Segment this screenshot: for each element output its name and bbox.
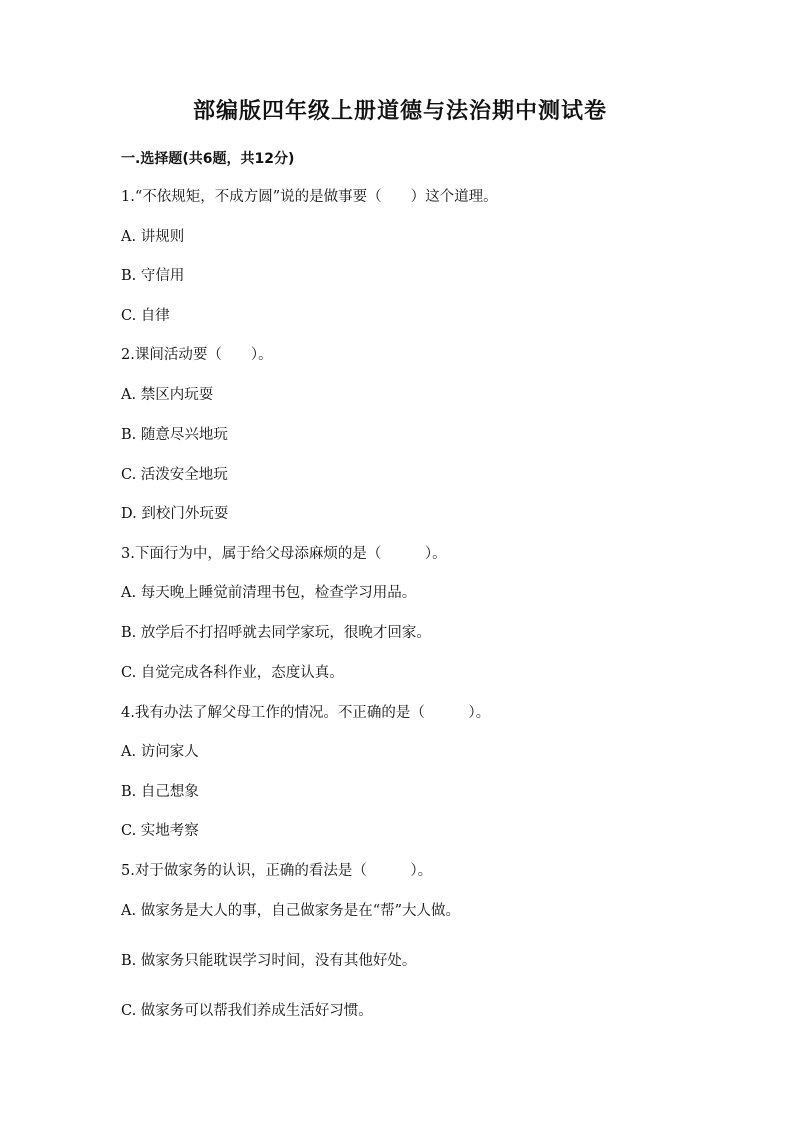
- question-4-option-b: B. 自己想象: [121, 784, 199, 800]
- section-heading: 一.选择题(共6题，共12分): [121, 151, 295, 167]
- question-2-option-b: B. 随意尽兴地玩: [121, 427, 228, 443]
- question-5-stem: 5.对于做家务的认识，正确的看法是（ ）。: [121, 863, 433, 879]
- question-3-option-a: A. 每天晚上睡觉前清理书包，检查学习用品。: [121, 585, 417, 601]
- question-4-option-a: A. 访问家人: [121, 744, 199, 760]
- question-4-option-c: C. 实地考察: [121, 823, 199, 839]
- question-3-stem: 3.下面行为中，属于给父母添麻烦的是（ ）。: [121, 546, 447, 562]
- question-3-option-c: C. 自觉完成各科作业，态度认真。: [121, 665, 344, 681]
- question-5-option-a: A. 做家务是大人的事，自己做家务是在“帮”大人做。: [121, 903, 461, 919]
- question-2-option-c: C. 活泼安全地玩: [121, 467, 228, 483]
- question-5-option-c: C. 做家务可以帮我们养成生活好习惯。: [121, 1003, 373, 1019]
- question-2-option-d: D. 到校门外玩耍: [121, 506, 229, 522]
- question-1-option-c: C. 自律: [121, 308, 170, 324]
- question-5-option-b: B. 做家务只能耽误学习时间，没有其他好处。: [121, 953, 417, 969]
- question-1-option-b: B. 守信用: [121, 268, 185, 284]
- question-1-option-a: A. 讲规则: [121, 229, 185, 245]
- question-2-stem: 2.课间活动要（ ）。: [121, 347, 273, 363]
- exam-title: 部编版四年级上册道德与法治期中测试卷: [192, 99, 607, 124]
- question-3-option-b: B. 放学后不打招呼就去同学家玩，很晚才回家。: [121, 625, 431, 641]
- question-2-option-a: A. 禁区内玩耍: [121, 387, 214, 403]
- question-4-stem: 4.我有办法了解父母工作的情况。不正确的是（ ）。: [121, 705, 491, 721]
- question-1-stem: 1.“不依规矩，不成方圆”说的是做事要（ ）这个道理。: [121, 189, 498, 205]
